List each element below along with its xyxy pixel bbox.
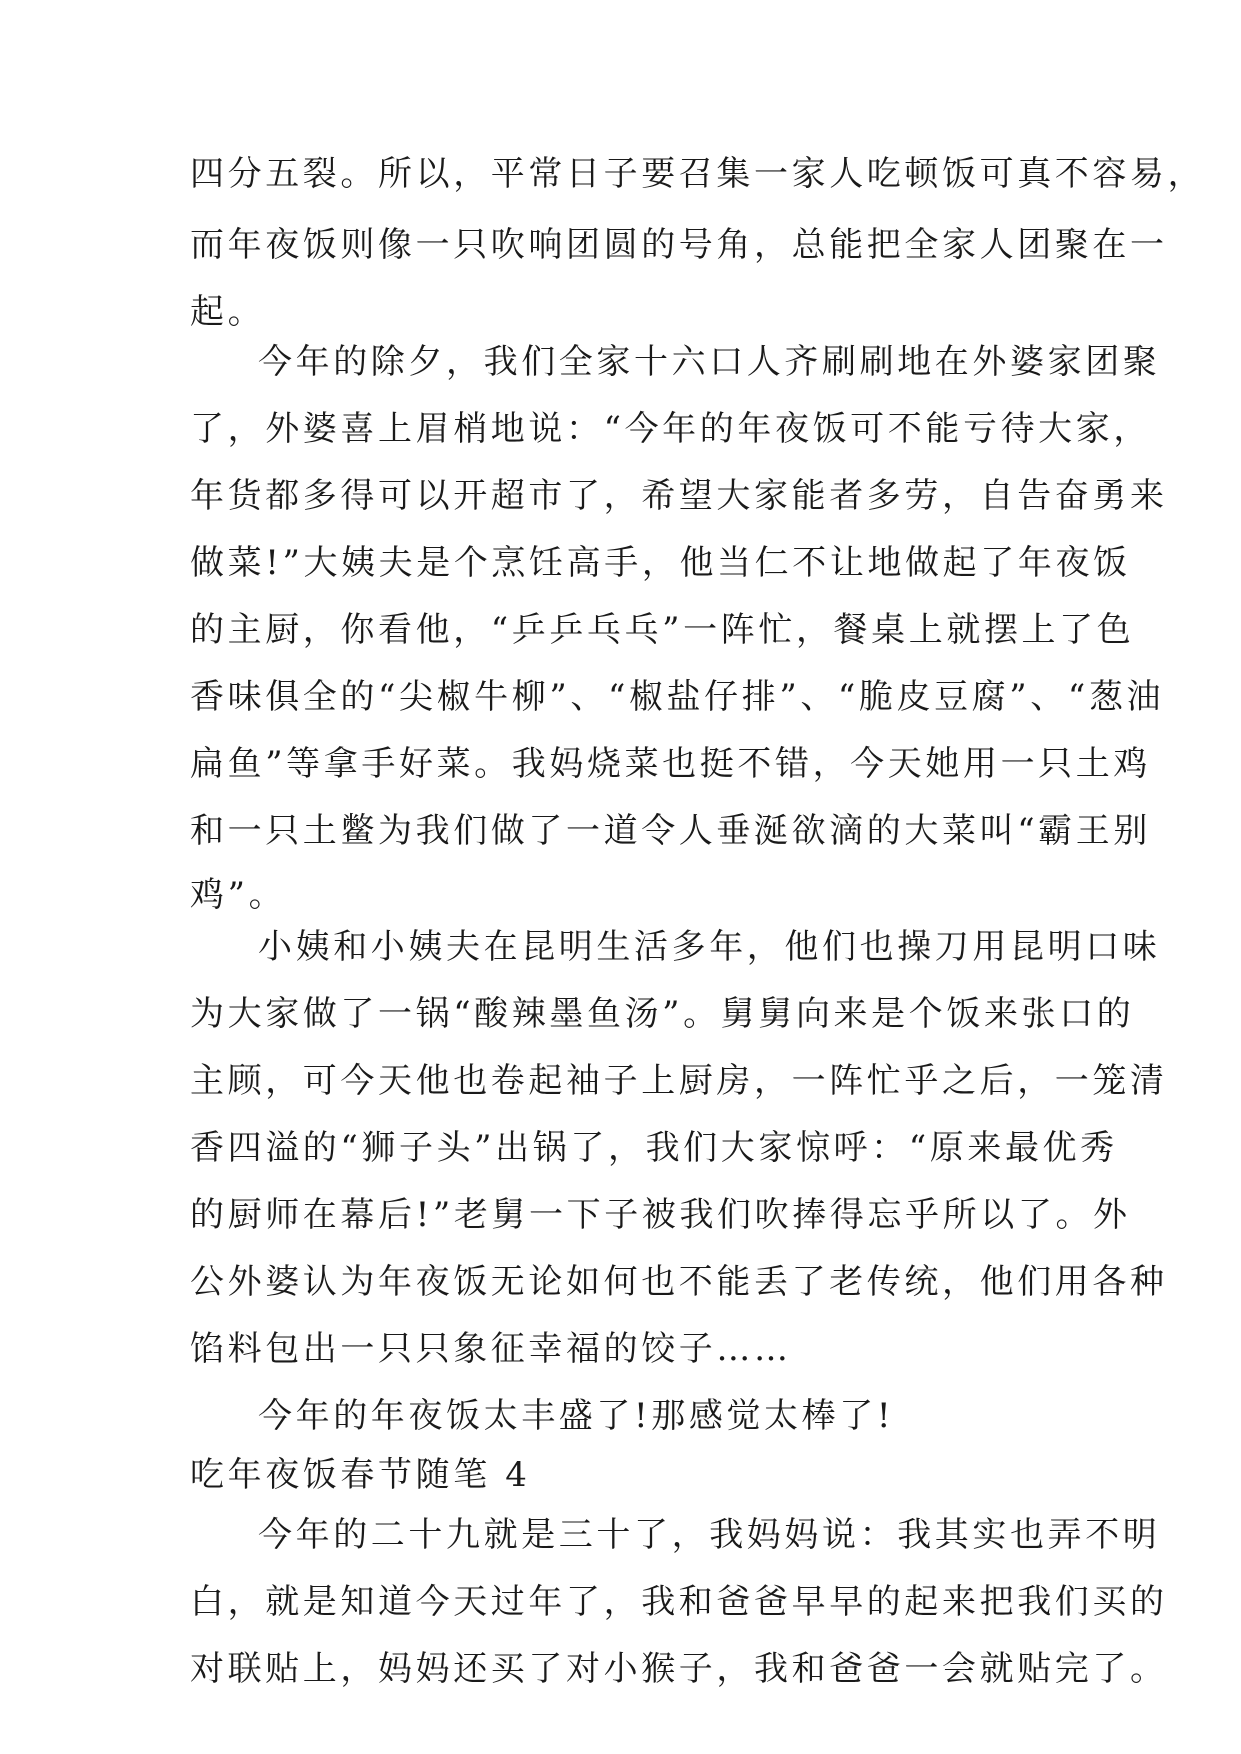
paragraph-line: 对联贴上，妈妈还买了对小猴子，我和爸爸一会就贴完了。 [190, 1649, 1168, 1689]
paragraph-line: 为大家做了一锅“酸辣墨鱼汤”。舅舅向来是个饭来张口的 [190, 994, 1135, 1034]
paragraph-line: 香四溢的“狮子头”出锅了，我们大家惊呼：“原来最优秀 [190, 1128, 1118, 1168]
paragraph-line: 主顾，可今天他也卷起袖子上厨房，一阵忙乎之后，一笼清 [190, 1061, 1168, 1101]
paragraph-first-line: 小姨和小姨夫在昆明生活多年，他们也操刀用昆明口味 [258, 927, 1161, 967]
paragraph-line: 的主厨，你看他，“乒乒乓乓”一阵忙，餐桌上就摆上了色 [190, 610, 1135, 650]
paragraph-line: 鸡”。 [190, 875, 287, 915]
paragraph-line: 做菜!”大姨夫是个烹饪高手，他当仁不让地做起了年夜饭 [190, 543, 1131, 583]
paragraph-line: 和一只土鳖为我们做了一道令人垂涎欲滴的大菜叫“霸王别 [190, 811, 1151, 851]
paragraph-line: 扁鱼”等拿手好菜。我妈烧菜也挺不错，今天她用一只土鸡 [190, 744, 1151, 784]
paragraph-first-line: 今年的除夕，我们全家十六口人齐刷刷地在外婆家团聚 [258, 342, 1161, 382]
paragraph-line: 年货都多得可以开超市了，希望大家能者多劳，自告奋勇来 [190, 476, 1168, 516]
paragraph-line: 香味俱全的“尖椒牛柳”、“椒盐仔排”、“脆皮豆腐”、“葱油 [190, 677, 1165, 717]
paragraph-line: 四分五裂。所以，平常日子要召集一家人吃顿饭可真不容易， [190, 154, 1206, 194]
paragraph-line: 白，就是知道今天过年了，我和爸爸早早的起来把我们买的 [190, 1582, 1168, 1622]
section-heading: 吃年夜饭春节随笔 4 [190, 1455, 531, 1495]
paragraph-line: 的厨师在幕后!”老舅一下子被我们吹捧得忘乎所以了。外 [190, 1195, 1131, 1235]
paragraph-line: 起。 [190, 292, 266, 332]
paragraph-first-line: 今年的二十九就是三十了，我妈妈说：我其实也弄不明 [258, 1515, 1161, 1555]
paragraph-first-line: 今年的年夜饭太丰盛了!那感觉太棒了! [258, 1396, 895, 1436]
paragraph-line: 馅料包出一只只象征幸福的饺子…… [190, 1329, 792, 1369]
paragraph-line: 了，外婆喜上眉梢地说：“今年的年夜饭可不能亏待大家， [190, 409, 1151, 449]
paragraph-line: 公外婆认为年夜饭无论如何也不能丢了老传统，他们用各种 [190, 1262, 1168, 1302]
paragraph-line: 而年夜饭则像一只吹响团圆的号角，总能把全家人团聚在一 [190, 225, 1168, 265]
